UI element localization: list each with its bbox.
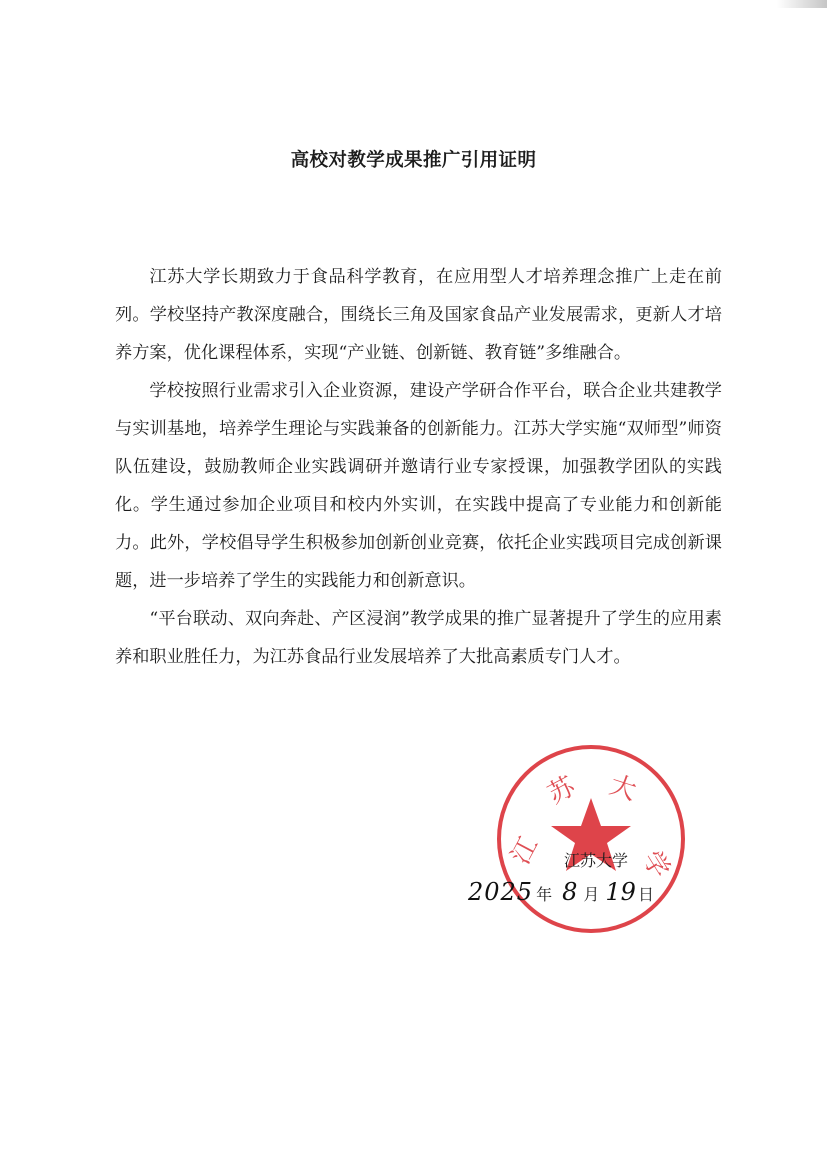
paragraph-3: “平台联动、双向奔赴、产区浸润”教学成果的推广显著提升了学生的应用素养和职业胜任力，为江苏食品行业发展培养了大批高素质专门人才。 (115, 609, 722, 667)
document-title: 高校对教学成果推广引用证明 (290, 150, 537, 171)
date-day-label: 日 (637, 885, 654, 904)
paragraph-2: 学校按照行业需求引入企业资源，建设产学研合作平台，联合企业共建教学与实训基地，培养学生理论与实践兼备的创新能力。江苏大学实施“双师型”师资队伍建设，鼓励教师企业实践调研并邀请行业专家授课，加强教学团队的实践化。学生通过参加企业项目和校内外实训，在实践中提高了专业能力和创新能力。此外，学校倡导学生积极参加创新创业竞赛，依托企业实践项目完成创新课题，进一步培养了学生的实践能力和创新意识。 (115, 381, 722, 591)
date-month-handwritten: 8 (562, 878, 578, 906)
seal-char-3: 大 (605, 770, 640, 807)
scan-shadow (777, 0, 827, 8)
date-month-label: 月 (583, 885, 600, 904)
date-day-handwritten: 19 (605, 878, 636, 906)
date-year-handwritten: 2025 (468, 878, 534, 906)
seal-char-1: 江 (505, 832, 545, 870)
signature-organization: 江苏大学 (564, 851, 629, 870)
signature-date (468, 878, 654, 918)
paragraph-1: 江苏大学长期致力于食品科学教育，在应用型人才培养理念推广上走在前列。学校坚持产教深度融合，围绕长三角及国家食品产业发展需求，更新人才培养方案，优化课程体系，实现“产业链、创新链、教育链”多维融合。 (115, 267, 722, 363)
seal-char-2: 苏 (543, 771, 581, 811)
seal-char-4: 学 (636, 845, 676, 884)
date-year-label: 年 (536, 885, 553, 904)
document-body (115, 258, 722, 676)
